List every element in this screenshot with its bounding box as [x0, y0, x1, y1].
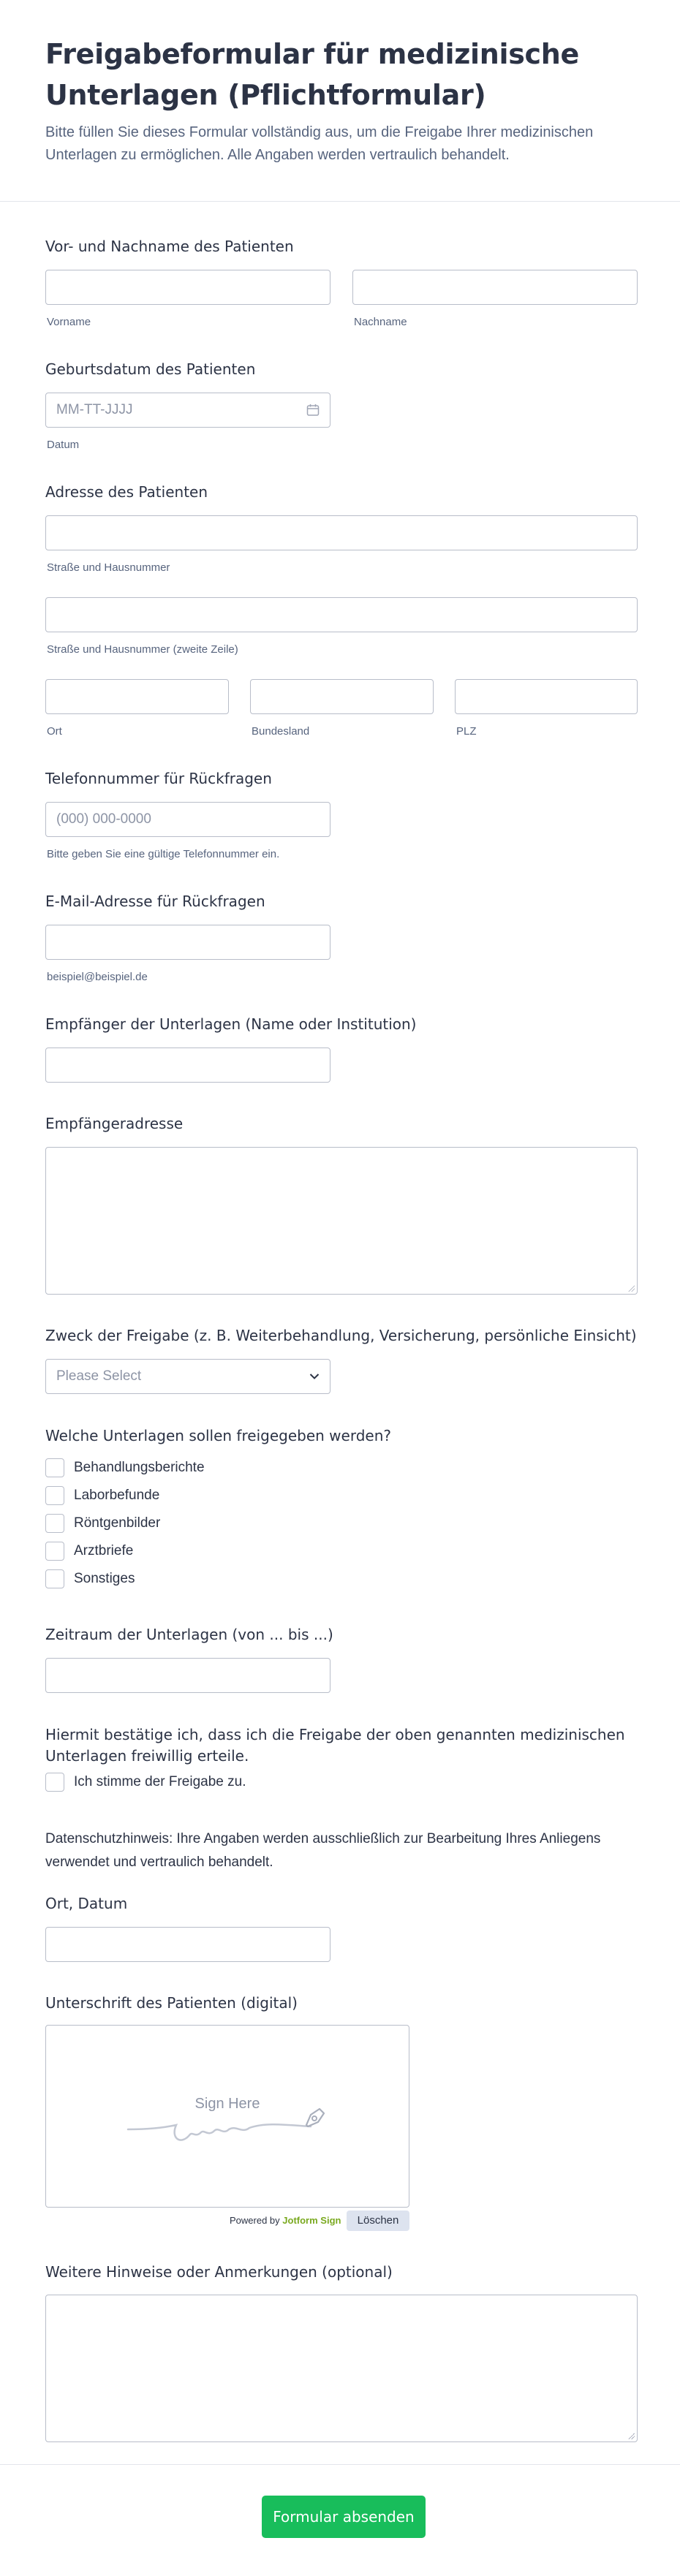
powered-by-prefix: Powered by — [230, 2215, 280, 2226]
jotform-sign-brand: Jotform Sign — [282, 2215, 341, 2226]
calendar-icon[interactable] — [306, 404, 320, 417]
recipient-input[interactable] — [45, 1048, 330, 1083]
record-option[interactable] — [45, 1541, 133, 1561]
checkbox[interactable] — [45, 1569, 64, 1588]
notes-label: Weitere Hinweise oder Anmerkungen (optional) — [45, 2263, 393, 2281]
record-option[interactable] — [45, 1458, 205, 1478]
email-input[interactable] — [45, 925, 330, 960]
signature-label: Unterschrift des Patienten (digital) — [45, 1994, 298, 2012]
city-sublabel: Ort — [47, 725, 62, 738]
recipient-address-label: Empfängeradresse — [45, 1115, 184, 1132]
city-input[interactable] — [45, 679, 229, 714]
street2-input[interactable] — [45, 597, 638, 632]
signature-scribble-icon — [119, 2077, 339, 2157]
submit-button[interactable]: Formular absenden — [262, 2496, 426, 2538]
period-input[interactable] — [45, 1658, 330, 1693]
clear-signature-button[interactable]: Löschen — [347, 2211, 409, 2231]
patient-name-label: Vor- und Nachname des Patienten — [45, 238, 294, 255]
checkbox[interactable] — [45, 1773, 64, 1792]
checkbox[interactable] — [45, 1486, 64, 1505]
form-title: Freigabeformular für medizinische Unterlagen (Pflichtformular) — [45, 38, 579, 111]
record-option-label: Behandlungsberichte — [74, 1460, 205, 1475]
header-divider — [0, 201, 680, 202]
record-option-label: Arztbriefe — [74, 1543, 134, 1558]
checkbox[interactable] — [45, 1514, 64, 1533]
purpose-select[interactable] — [45, 1359, 330, 1394]
powered-by-text — [230, 2215, 341, 2226]
record-option[interactable] — [45, 1513, 160, 1534]
chevron-down-icon — [309, 1374, 320, 1380]
period-label: Zeitraum der Unterlagen (von ... bis ...) — [45, 1626, 333, 1643]
consent-option[interactable] — [45, 1772, 246, 1792]
street-sublabel: Straße und Hausnummer — [47, 561, 170, 574]
record-option[interactable] — [45, 1485, 159, 1506]
zip-input[interactable] — [455, 679, 638, 714]
first-name-sublabel: Vorname — [47, 316, 91, 328]
phone-input[interactable] — [45, 802, 330, 837]
last-name-input[interactable] — [352, 270, 638, 305]
record-option-label: Röntgenbilder — [74, 1515, 161, 1531]
checkbox[interactable] — [45, 1458, 64, 1477]
record-option-label: Sonstiges — [74, 1571, 135, 1586]
zip-sublabel: PLZ — [456, 725, 477, 738]
state-sublabel: Bundesland — [252, 725, 310, 738]
consent-option-label: Ich stimme der Freigabe zu. — [74, 1774, 246, 1789]
dob-sublabel: Datum — [47, 439, 80, 451]
email-label: E-Mail-Adresse für Rückfragen — [45, 893, 265, 910]
resize-handle-icon[interactable] — [627, 2432, 635, 2439]
purpose-placeholder: Please Select — [56, 1368, 142, 1384]
last-name-sublabel: Nachname — [354, 316, 407, 328]
phone-sublabel: Bitte geben Sie eine gültige Telefonnummer ein. — [47, 848, 280, 860]
form-description: Bitte füllen Sie dieses Formular vollständig aus, um die Freigabe Ihrer medizinischen Unterlagen zu ermöglichen. Alle Angaben werden vertraulich behandelt. — [45, 124, 594, 163]
recipient-label: Empfänger der Unterlagen (Name oder Institution) — [45, 1015, 417, 1033]
signature-placeholder: Sign Here — [194, 2096, 260, 2112]
street-input[interactable] — [45, 515, 638, 550]
phone-placeholder: (000) 000-0000 — [56, 811, 151, 827]
phone-label: Telefonnummer für Rückfragen — [45, 770, 272, 787]
consent-label: Hiermit bestätige ich, dass ich die Freigabe der oben genannten medizinischen Unterlagen freiwillig erteile. — [45, 1726, 625, 1765]
notes-textarea[interactable] — [45, 2295, 638, 2442]
privacy-note: Datenschutzhinweis: Ihre Angaben werden ausschließlich zur Bearbeitung Ihres Anliegens verwendet und vertraulich behandelt. — [45, 1831, 601, 1870]
dob-placeholder: MM-TT-JJJJ — [56, 402, 133, 417]
resize-handle-icon[interactable] — [627, 1284, 635, 1292]
record-option[interactable] — [45, 1569, 135, 1589]
records-label: Welche Unterlagen sollen freigegeben werden? — [45, 1427, 391, 1444]
form-header — [45, 34, 638, 167]
address-label: Adresse des Patienten — [45, 483, 208, 501]
recipient-address-textarea[interactable] — [45, 1147, 638, 1295]
state-input[interactable] — [250, 679, 434, 714]
record-option-label: Laborbefunde — [74, 1488, 160, 1503]
place-date-label: Ort, Datum — [45, 1895, 128, 1912]
purpose-label: Zweck der Freigabe (z. B. Weiterbehandlung, Versicherung, persönliche Einsicht) — [45, 1327, 637, 1344]
footer-divider — [0, 2464, 680, 2465]
checkbox[interactable] — [45, 1542, 64, 1561]
street2-sublabel: Straße und Hausnummer (zweite Zeile) — [47, 643, 238, 656]
first-name-input[interactable] — [45, 270, 330, 305]
email-sublabel: beispiel@beispiel.de — [47, 971, 148, 983]
dob-label: Geburtsdatum des Patienten — [45, 360, 256, 378]
dob-input[interactable] — [45, 393, 330, 428]
place-date-input[interactable] — [45, 1927, 330, 1962]
signature-pad[interactable] — [45, 2025, 409, 2208]
